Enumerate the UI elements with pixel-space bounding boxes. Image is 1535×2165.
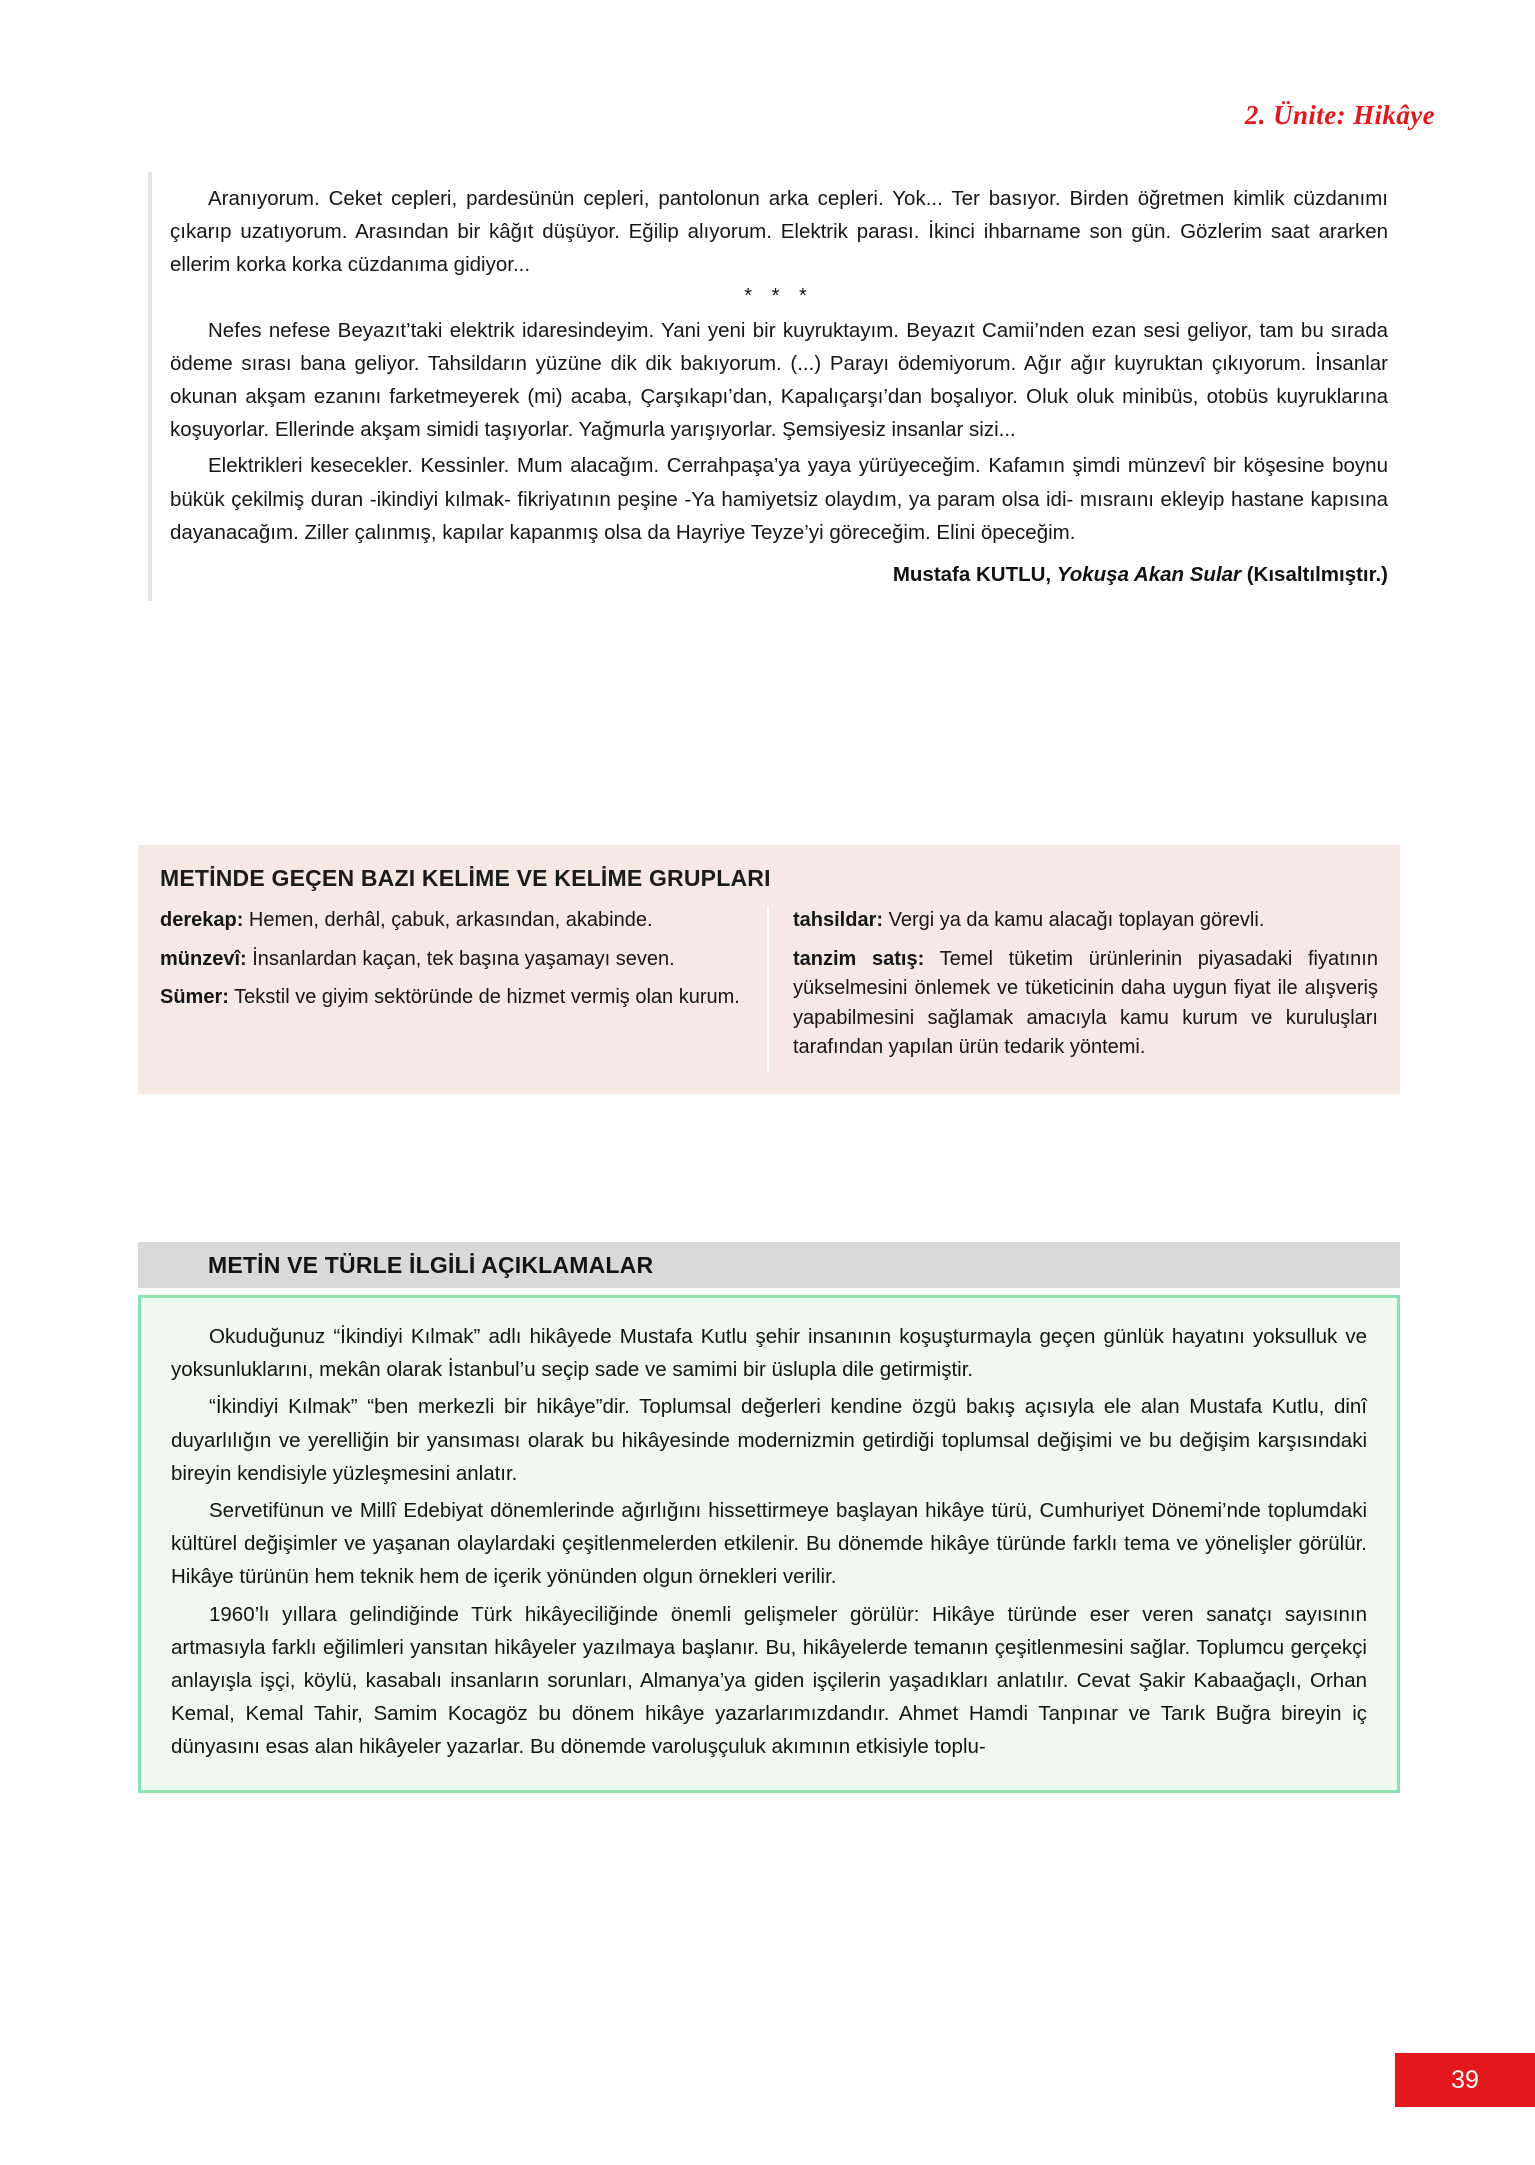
explanations-header (138, 1242, 1400, 1288)
excerpt-paragraph: Elektrikleri kesecekler. Kessinler. Mum alacağım. Cerrahpaşa’ya yaya yürüyeceğim. Kafamın şimdi münzevî bir köşesine boynu bükük çekilmiş duran -ikindiyi kılmak- fikriyatının peşine -Ya hamiyetsiz olaydım, ya param olsa idi- mısraını ekleyip hastane kapısına dayanacağım. Ziller çalınmış, kapılar kapanmış olsa da Hayriye Teyze’yi göreceğim. Elini öpeceğim. (170, 454, 1388, 544)
vocabulary-column-left (160, 906, 769, 1072)
vocabulary-term: münzevî: (160, 947, 247, 970)
vocabulary-entry (160, 983, 743, 1013)
explanations-paragraph: Okuduğunuz “İkindiyi Kılmak” adlı hikâyede Mustafa Kutlu şehir insanının koşuşturmayla geçen günlük hayatını yoksulluk ve yoksunluklarını, mekân olarak İstanbul’u seçip sade ve samimi bir üslupla dile getirmiştir. (171, 1325, 1367, 1382)
vocabulary-definition: Hemen, derhâl, çabuk, arkasından, akabinde. (243, 909, 653, 931)
vocabulary-term: tahsildar: (793, 909, 884, 931)
explanations-paragraph: “İkindiyi Kılmak” “ben merkezli bir hikâye”dir. Toplumsal değerleri kendine özgü bakış açısıyla ele alan Mustafa Kutlu, dinî duyarlılığın ve yerelliğin bir yansıması olarak bu hikâyesinde modernizmin getirdiği toplumsal değişimi ve bu değişim karşısındaki bireyin kendisiyle yüzleşmesini anlatır. (171, 1395, 1367, 1485)
vocabulary-definition: Temel tüketim ürünlerinin piyasadaki fiyatının yükselmesini önlemek ve tüketicinin daha uygun fiyat ile alışveriş yapabilmesini sağlamak amacıyla kamu kurum ve kuruluşları tarafından yapılan ürün tedarik yöntemi. (793, 947, 1378, 1059)
vocabulary-columns (160, 906, 1378, 1072)
vocabulary-definition: Tekstil ve giyim sektöründe de hizmet vermiş olan kurum. (228, 986, 740, 1009)
explanations-paragraph: Servetifünun ve Millî Edebiyat dönemlerinde ağırlığını hissettirmeye başlayan hikâye türü, Cumhuriyet Dönemi’nde toplumdaki kültürel değişimler ve yaşanan olaylardaki çeşitlenmelerden etkilenir. Bu dönemde hikâye türünde farklı tema ve yönelişler görülür. Hikâye türünün hem teknik hem de içerik yönünden olgun örnekleri verilir. (171, 1499, 1367, 1589)
vocabulary-column-right (769, 906, 1378, 1072)
section-divider: * * * (744, 284, 814, 307)
vocabulary-entry (793, 945, 1378, 1063)
excerpt-text-block (148, 172, 1388, 601)
explanations-box (138, 1295, 1400, 1793)
vocabulary-definition: İnsanlardan kaçan, tek başına yaşamayı seven. (246, 947, 675, 970)
vocabulary-box (138, 845, 1400, 1094)
attribution (170, 563, 1388, 587)
vocabulary-term: derekap: (160, 909, 244, 931)
page-number: 39 (1395, 2053, 1535, 2107)
vocabulary-entry (160, 945, 743, 975)
explanations-title: METİN VE TÜRLE İLGİLİ AÇIKLAMALAR (208, 1252, 654, 1278)
attribution-note: (Kısaltılmıştır.) (1246, 563, 1388, 587)
excerpt-paragraph: Aranıyorum. Ceket cepleri, pardesünün cepleri, pantolonun arka cepleri. Yok... Ter basıyor. Birden öğretmen kimlik cüzdanımı çıkarıp uzatıyorum. Arasından bir kâğıt düşüyor. Eğilip alıyorum. Elektrik parası. İkinci ihbarname son gün. Gözlerim saat ararken ellerim korka korka cüzdanıma gidiyor... (170, 187, 1388, 277)
attribution-author: Mustafa KUTLU, (892, 563, 1052, 587)
vocabulary-entry (793, 906, 1378, 936)
attribution-work: Yokuşa Akan Sular (1056, 563, 1242, 587)
unit-header: 2. Ünite: Hikâye (1244, 100, 1435, 130)
vocabulary-entry (160, 906, 743, 936)
vocabulary-term: tanzim satış: (793, 947, 925, 970)
vocabulary-term: Sümer: (160, 986, 229, 1009)
excerpt-paragraph: Nefes nefese Beyazıt’taki elektrik idaresindeyim. Yani yeni bir kuyruktayım. Beyazıt Camii’nden ezan sesi geliyor, tam bu sırada ödeme sırası bana geliyor. Tahsildarın yüzüne dik dik bakıyorum. (...) Parayı ödemiyorum. Ağır ağır kuyruktan çıkıyorum. İnsanlar okunan akşam ezanını farketmeyerek (mi) acaba, Çarşıkapı’dan, Kapalıçarşı’dan boşalıyor. Oluk oluk minibüs, otobüs kuyruklarına koşuyorlar. Ellerinde akşam simidi taşıyorlar. Yağmurla yarışıyorlar. Şemsiyesiz insanlar sizi... (170, 318, 1388, 442)
explanations-paragraph: 1960’lı yıllara gelindiğinde Türk hikâyeciliğinde önemli gelişmeler görülür: Hikâye türünde eser veren sanatçı sayısının artmasıyla farklı eğilimleri yansıtan hikâyeler yazılmaya başlanır. Bu, hikâyelerde temanın çeşitlenmesini sağlar. Toplumcu gerçekçi anlayışla işçi, köylü, kasabalı insanların sorunları, Almanya’ya giden işçilerin yaşadıkları anlatılır. Cevat Şakir Kabaağaçlı, Orhan Kemal, Kemal Tahir, Samim Kocagöz bu dönem hikâye yazarlarımızdandır. Ahmet Hamdi Tanpınar ve Tarık Buğra bireyin iç dünyasını esas alan hikâyeler yazarlar. Bu dönemde varoluşçuluk akımının etkisiyle toplu- (171, 1602, 1367, 1759)
vocabulary-title: METİNDE GEÇEN BAZI KELİME VE KELİME GRUPLARI (160, 865, 771, 891)
vocabulary-definition: Vergi ya da kamu alacağı toplayan görevli. (883, 909, 1265, 931)
